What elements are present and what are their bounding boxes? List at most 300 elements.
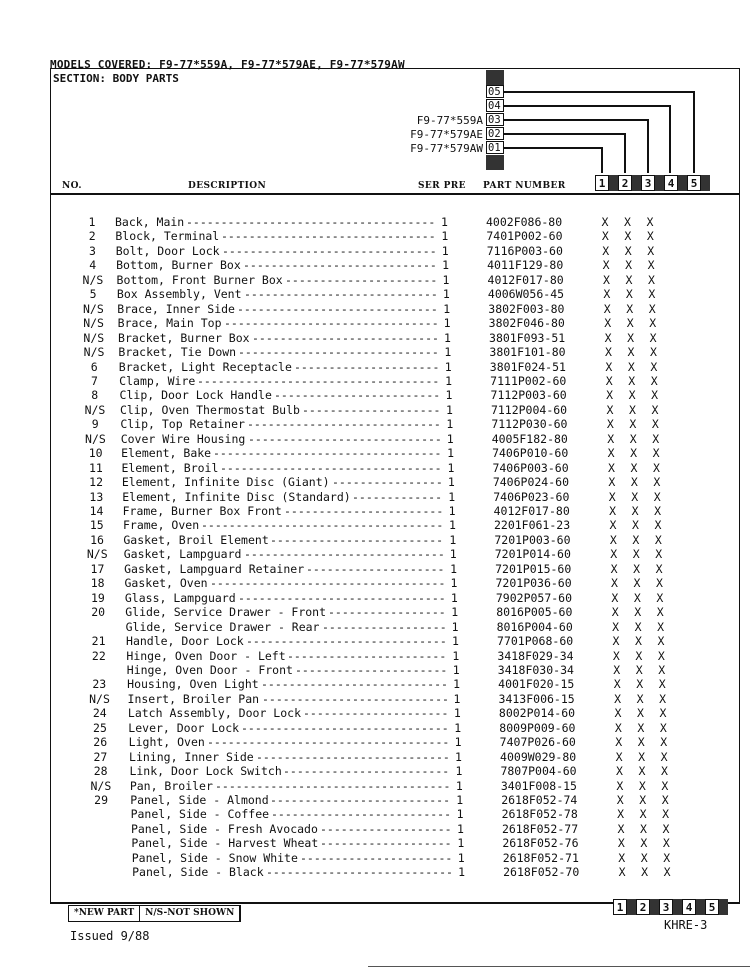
model-check-3: X [662,807,670,822]
row-number: 13 [89,489,104,504]
row-part-number: 7112P004-60 [490,402,568,417]
row-description: Light, Oven [128,735,205,750]
model-check-2: X [624,243,632,258]
row-quantity: 1 [456,793,464,807]
row-part-number: 2201F061-23 [493,518,571,533]
leader-dashes: ----------------------------------- [197,373,440,388]
model-check-3: X [649,330,657,345]
row-number: N/S [82,301,104,316]
model-check-1: X [617,836,625,851]
column-box-4: 4 [664,175,678,191]
model-check-1: X [609,532,617,547]
row-number: 9 [91,417,99,432]
leader-dashes: ---------------------------- [256,749,450,764]
model-check-3: X [651,402,659,417]
row-description: Clamp, Wire [119,373,196,388]
row-description: Cover Wire Housing [120,431,246,446]
model-check-1: X [606,402,614,417]
row-part-number: 7406P003-60 [492,460,569,475]
model-check-2: X [638,778,646,793]
model-check-2: X [628,388,636,403]
model-check-3: X [646,215,654,229]
model-check-2: X [639,793,647,807]
model-check-1: X [606,417,614,432]
leader-dashes: -------------------------- [270,793,451,807]
model-check-2: X [628,402,636,417]
model-check-3: X [654,518,662,533]
row-quantity: 1 [443,316,451,331]
model-check-3: X [649,345,657,360]
row-part-number: 2618F052-70 [503,865,580,880]
model-check-1: X [602,258,610,273]
legend-box [68,905,241,922]
row-quantity: 1 [450,576,458,591]
leader-dashes: ------------------------ [283,764,450,779]
leader-dashes: -------------------------- [271,807,452,822]
row-description: Hinge, Oven Door - Left [126,648,286,663]
model-check-1: X [610,547,618,562]
model-check-2: X [637,720,645,735]
row-quantity: 1 [457,850,465,865]
row-description: Glide, Service Drawer - Rear [125,619,320,634]
row-quantity: 1 [448,489,456,504]
row-part-number: 7401P002-60 [486,229,563,244]
model-check-3: X [661,778,669,793]
row-description: Gasket, Broil Element [123,532,269,547]
model-check-3: X [656,590,664,605]
row-number: N/S [90,778,112,793]
model-check-3: X [660,764,668,779]
row-part-number: 8016P005-60 [496,605,573,620]
row-number: 8 [91,388,99,403]
model-box-05: 05 [486,85,504,98]
model-check-1: X [608,475,616,490]
leader-dashes: --------------------- [303,706,449,721]
column-box-5: 5 [687,175,701,191]
row-quantity: 1 [449,547,457,562]
row-number: 19 [90,590,105,605]
row-description: Panel, Side - Fresh Avocado [130,821,318,836]
model-check-3: X [662,821,670,836]
model-label-579aw: F9-77*579AW [410,142,483,155]
model-check-3: X [655,561,663,576]
row-number: 26 [93,735,108,750]
leader-dashes: ------------------------------- [224,316,439,331]
row-quantity: 1 [454,720,462,735]
model-check-2: X [627,345,635,360]
row-part-number: 7902P057-60 [495,590,573,605]
leader-dashes: ----------------------------- [244,547,445,562]
model-box-03: 03 [486,113,504,126]
leader-dashes: ----------------------- [287,648,447,663]
row-description: Bracket, Tie Down [118,345,237,360]
model-check-3: X [648,287,656,302]
model-check-1: X [612,634,620,649]
row-description: Element, Infinite Disc (Giant) [121,475,330,490]
leader-dashes: ------------------------------ [238,590,446,605]
leader-dashes: ---------------------------- [247,417,441,432]
model-check-1: X [612,619,620,634]
model-check-2: X [639,807,647,822]
model-check-2: X [629,431,637,446]
row-part-number: 7112P003-60 [490,388,567,403]
model-check-2: X [636,691,644,706]
row-part-number: 7201P014-60 [494,547,571,562]
row-number: 2 [88,229,96,244]
model-check-1: X [617,807,625,822]
model-check-3: X [661,793,669,807]
row-part-number: 4012F017-80 [487,272,564,287]
row-description: Glide, Service Drawer - Front [125,605,327,620]
model-check-3: X [651,417,659,432]
model-check-3: X [656,576,663,591]
model-check-1: X [614,691,621,706]
model-check-1: X [615,735,623,750]
header-rule [51,193,739,195]
model-check-2: X [638,764,646,779]
row-number: 25 [93,720,107,735]
model-check-1: X [609,518,617,533]
row-number: 17 [90,561,105,576]
row-part-number: 7116P003-60 [486,243,563,258]
model-check-3: X [659,706,667,721]
model-check-2: X [630,475,638,490]
model-label-559a: F9-77*559A [416,114,483,127]
row-quantity: 1 [444,359,452,374]
row-description: Latch Assembly, Door Lock [127,706,301,721]
row-quantity: 1 [444,345,452,360]
row-description: Insert, Broiler Pan [127,691,260,706]
row-quantity: 1 [447,475,455,490]
model-check-1: X [615,749,623,764]
column-shade [719,899,728,915]
row-quantity: 1 [442,258,450,273]
section-title: SECTION: BODY PARTS [53,72,179,85]
model-check-1: X [611,590,619,605]
row-description: Box Assembly, Vent [116,287,242,302]
row-part-number: 7111P002-60 [490,373,567,388]
model-check-3: X [660,749,668,764]
row-quantity: 1 [453,706,461,721]
row-part-number: 3801F093-51 [489,330,566,345]
row-quantity: 1 [452,662,460,677]
row-description: Housing, Oven Light [127,677,259,692]
row-number: 22 [91,648,106,663]
row-part-number: 7201P036-60 [495,576,572,591]
header-description: DESCRIPTION [188,181,267,191]
row-quantity: 1 [446,431,454,446]
model-check-2: X [632,532,640,547]
model-box-02: 02 [486,127,504,140]
column-box-2: 2 [636,899,650,915]
leader-dashes: --------------------------- [252,330,439,345]
model-check-2: X [624,229,632,244]
model-check-3: X [649,316,657,331]
leader-dashes: ---------------------------------- [215,778,451,793]
column-shade [655,175,664,191]
model-check-2: X [635,648,643,663]
model-check-1: X [611,576,618,591]
row-part-number: 4011F129-80 [487,258,564,273]
row-number: 15 [89,518,104,533]
model-check-2: X [631,489,639,504]
row-part-number: 3401F008-15 [500,778,577,793]
row-number: 14 [89,504,104,518]
row-quantity: 1 [448,518,456,533]
model-check-3: X [647,243,655,258]
row-number: 1 [88,215,96,229]
column-box-1: 1 [613,899,627,915]
model-check-2: X [625,272,633,287]
model-check-2: X [639,821,647,836]
row-description: Lever, Door Lock [128,720,240,735]
column-shade [650,899,659,915]
shade-block-top [486,70,504,85]
model-check-2: X [626,301,634,316]
model-check-2: X [629,417,637,432]
model-check-2: X [634,619,642,634]
model-check-1: X [609,504,617,518]
model-check-2: X [634,605,642,620]
row-part-number: 3802F003-80 [488,301,565,316]
connector-04-down [669,105,671,173]
row-quantity: 1 [451,619,459,634]
row-quantity: 1 [443,301,451,316]
leader-dashes: --------------------------- [266,865,453,880]
model-check-1: X [607,460,615,475]
column-shade [701,175,710,191]
leader-dashes: ---------------------------- [243,258,437,273]
leader-dashes: ------------------------------ [241,720,449,735]
row-quantity: 1 [454,735,462,750]
model-check-2: X [630,460,638,475]
row-description: Gasket, Lampguard [123,547,242,562]
row-description: Panel, Side - Snow White [131,850,298,865]
row-number: 6 [90,359,98,374]
leader-dashes: --------------------------------- [213,446,442,461]
row-number: 23 [92,677,107,692]
row-quantity: 1 [447,460,455,475]
leader-dashes: -------------------------------- [220,460,442,475]
row-part-number: 3418F029-34 [497,648,574,663]
model-check-1: X [603,287,611,302]
row-description: Lining, Inner Side [129,749,254,764]
model-check-3: X [658,677,666,692]
row-description: Gasket, Lampguard Retainer [124,561,305,576]
row-description: Glass, Lampguard [124,590,236,605]
row-part-number: 3802F046-80 [488,316,565,331]
model-check-2: X [630,446,638,461]
row-number: N/S [83,345,105,360]
row-number: 4 [89,258,97,273]
row-description: Link, Door Lock Switch [129,764,282,779]
row-number: N/S [86,547,108,562]
model-box-04: 04 [486,99,504,112]
row-part-number: 4012F017-80 [493,504,570,518]
row-part-number: 7201P015-60 [495,561,572,576]
model-check-3: X [656,605,664,620]
row-quantity: 1 [445,373,453,388]
leader-dashes: -------------------- [306,561,445,576]
page-code: KHRE-3 [664,918,708,932]
model-check-2: X [637,735,645,750]
column-shade [696,899,705,915]
row-quantity: 1 [447,446,455,461]
row-description: Clip, Door Lock Handle [119,388,272,403]
leader-dashes: ---------------------- [300,850,453,865]
model-check-3: X [652,446,660,461]
row-part-number: 7406P023-60 [493,489,570,504]
connector-01 [504,147,602,149]
shade-block-bottom [486,155,504,170]
model-check-2: X [640,836,648,851]
model-check-1: X [607,446,615,461]
model-check-1: X [614,720,622,735]
leader-dashes: ---------------------------- [248,431,442,446]
connector-01-down [601,147,603,173]
row-part-number: 2618F052-71 [502,850,579,865]
leader-dashes: ----------------------------------- [207,735,450,750]
model-check-2: X [632,547,640,562]
row-description: Hinge, Oven Door - Front [126,662,293,677]
row-number: 20 [91,605,106,620]
model-check-2: X [625,258,633,273]
model-check-3: X [663,865,671,880]
row-part-number: 2618F052-74 [501,793,578,807]
row-description: Panel, Side - Black [132,865,264,880]
row-description: Panel, Side - Harvest Wheat [131,836,319,851]
model-check-3: X [660,735,668,750]
row-description: Element, Bake [121,446,212,461]
row-part-number: 7406P024-60 [492,475,569,490]
row-quantity: 1 [456,821,464,836]
row-number: 5 [89,287,97,302]
row-description: Clip, Top Retainer [120,417,245,432]
row-description: Bottom, Burner Box [116,258,241,273]
row-description: Block, Terminal [115,229,220,244]
model-check-2: X [627,330,634,345]
model-check-3: X [652,431,660,446]
model-check-1: X [617,821,625,836]
row-quantity: 1 [456,807,464,822]
column-box-5: 5 [705,899,719,915]
row-quantity: 1 [452,634,459,649]
model-check-1: X [606,388,614,403]
row-description: Frame, Oven [122,518,200,533]
row-part-number: 4009W029-80 [500,749,577,764]
row-description: Bottom, Front Burner Box [116,272,283,287]
row-quantity: 1 [455,778,463,793]
row-part-number: 7407P026-60 [499,735,576,750]
model-check-2: X [632,518,639,533]
leader-dashes: ---------------- [332,475,443,490]
leader-dashes: ------------------------ [274,388,441,403]
connector-02-down [624,133,626,173]
model-check-3: X [650,359,658,374]
row-quantity: 1 [446,417,454,432]
model-check-3: X [657,648,665,663]
model-check-3: X [663,850,671,865]
header-ser-pre: SER PRE [418,181,466,191]
row-description: Element, Broil [121,460,219,475]
model-check-1: X [613,677,621,692]
header-no: NO. [62,181,82,191]
leader-dashes: ------------------------------- [221,229,436,244]
column-box-3: 3 [659,899,673,915]
column-box-1: 1 [595,175,609,191]
model-check-3: X [653,489,661,504]
connector-03-down [647,119,649,173]
model-check-1: X [615,764,623,779]
leader-dashes: ---------------------------------- [210,576,446,591]
row-quantity: 1 [449,532,457,547]
row-part-number: 8009P009-60 [499,720,576,735]
model-check-2: X [641,865,649,880]
model-check-3: X [662,836,670,851]
column-shade [678,175,687,191]
row-quantity: 1 [457,836,465,851]
model-check-2: X [624,215,631,229]
row-description: Frame, Burner Box Front [122,504,282,518]
connector-05-down [693,91,695,173]
column-shade [609,175,618,191]
leader-dashes: ----------------------------- [237,301,438,316]
model-check-1: X [610,561,618,576]
model-check-3: X [657,619,665,634]
row-number: 21 [91,634,106,649]
model-check-3: X [653,475,661,490]
row-part-number: 2618F052-76 [502,836,579,851]
row-description: Panel, Side - Coffee [130,807,270,822]
row-part-number: 7406P010-60 [492,446,569,461]
column-shade [627,899,636,915]
row-description: Bracket, Burner Box [118,330,250,345]
leader-dashes: ------------------------------------ [186,215,436,229]
row-number: 24 [92,706,107,721]
leader-dashes: ----------------------- [284,504,444,518]
row-description: Brace, Main Top [117,316,222,331]
model-check-1: X [604,345,612,360]
model-check-3: X [652,460,660,475]
row-quantity: 1 [452,648,460,663]
header-part-number: PART NUMBER [483,181,566,191]
row-description: Element, Infinite Disc (Standard) [122,489,351,504]
column-box-3: 3 [641,175,655,191]
leader-dashes: ---------------------- [285,272,438,287]
column-shade [673,899,682,915]
issued-date: Issued 9/88 [70,929,150,943]
row-part-number: 4002F086-80 [486,215,563,229]
model-check-2: X [640,850,648,865]
row-quantity: 1 [453,691,461,706]
row-quantity: 1 [451,605,459,620]
row-part-number: 7807P004-60 [500,764,577,779]
row-number: N/S [83,316,104,331]
row-description: Pan, Broiler [129,778,213,793]
model-check-3: X [657,634,665,649]
row-description: Gasket, Oven [124,576,208,591]
column-box-4: 4 [682,899,696,915]
row-part-number: 2618F052-77 [501,821,579,836]
model-check-1: X [613,662,621,677]
row-number: N/S [83,330,105,345]
row-number: N/S [89,691,110,706]
row-quantity: 1 [455,749,462,764]
row-part-number: 3801F024-51 [489,359,566,374]
row-part-number: 7201P003-60 [494,532,571,547]
leader-dashes: ----------------------------------- [201,518,444,533]
row-quantity: 1 [441,229,449,244]
